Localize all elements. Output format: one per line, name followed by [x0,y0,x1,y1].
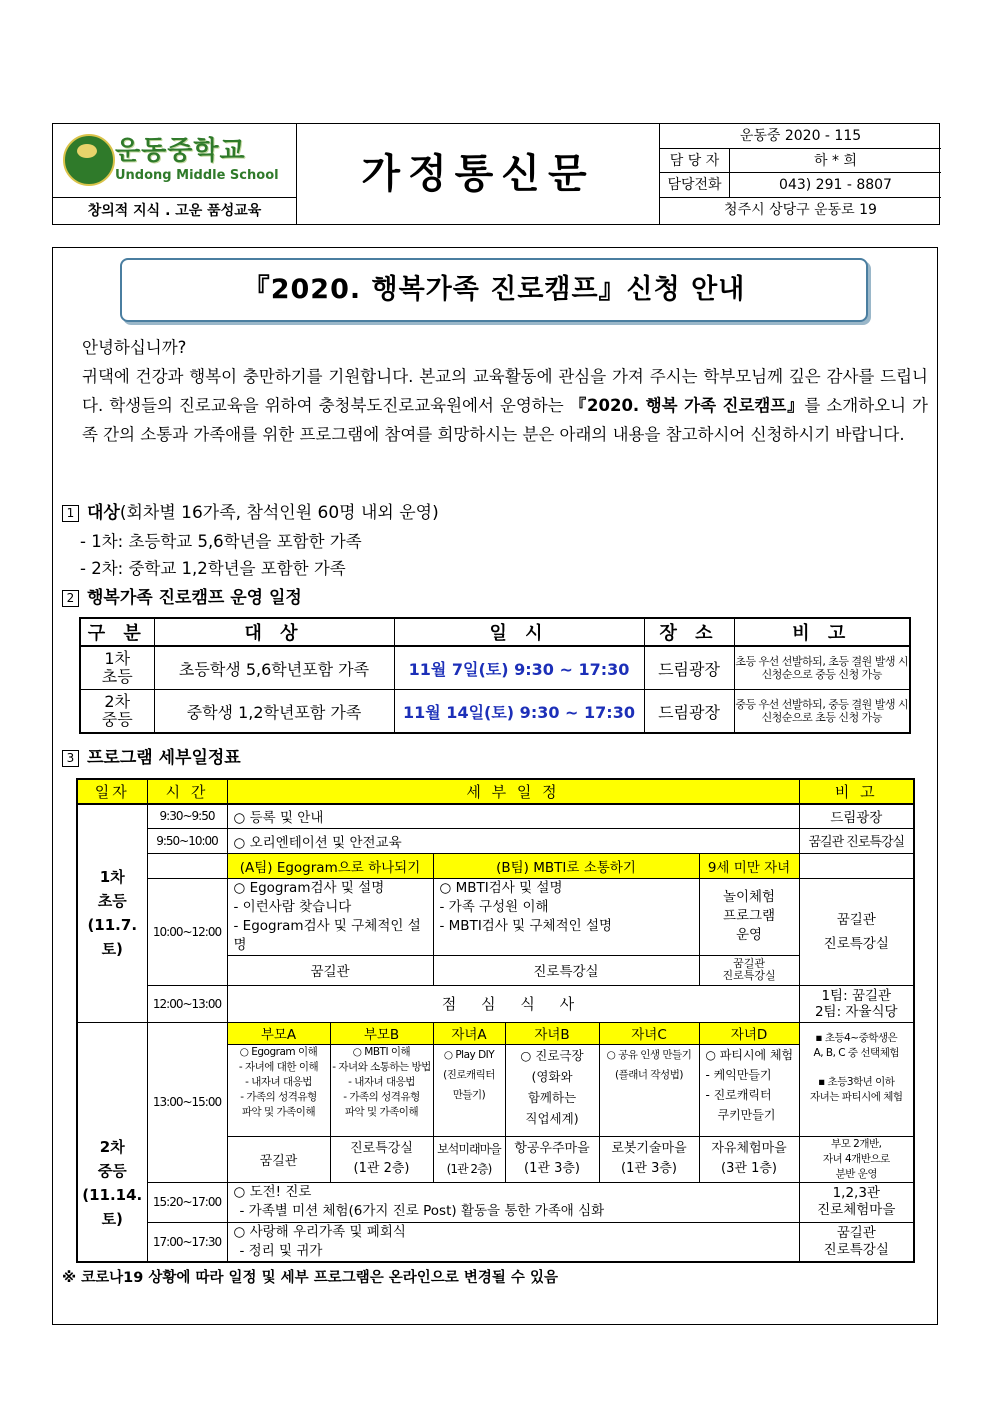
camp-schedule-table [79,617,911,734]
place [330,1136,433,1182]
line: 꿈길관 [733,957,765,970]
col-header: 비 고 [799,779,914,804]
col-header: 대 상 [154,618,394,646]
line: 만들기) [452,1088,486,1101]
team-c-place [699,955,799,985]
note [799,985,914,1022]
day-date: (11.7.토) [87,916,138,959]
line: 자유체험마을 [711,1141,787,1156]
line: (진로캐릭터 [443,1068,495,1081]
school-motto: 창의적 지식 . 고운 품성교육 [53,198,297,225]
col-header: 구 분 [80,618,154,646]
line: 자녀 4개반으로 [822,1152,890,1165]
day-round: 2차 [99,1138,125,1156]
table-row [77,804,914,828]
day-2-cell [77,1022,147,1262]
target: 중학생 1,2학년포함 가족 [154,690,394,734]
group-header: 자녀B [505,1022,599,1044]
day-level: 초등 [97,892,127,911]
line: 직업세계) [525,1110,579,1126]
child-b-content [505,1044,599,1136]
line: - 가족의 성격유형 [343,1090,420,1103]
parent-a-content [227,1044,330,1136]
line: ○ 공유 인생 만들기 [606,1048,692,1061]
table-row [77,1222,914,1262]
content [227,1222,799,1262]
col-header: 비 고 [734,618,910,646]
doc-title: 가정통신문 [361,151,595,197]
line: ○ Egogram검사 및 설명 [233,879,385,896]
level: 중등 [101,710,133,729]
group-header: 부모A [227,1022,330,1044]
col-header: 일자 [77,779,147,804]
line: - Egogram검사 및 구체적인 설명 [233,917,421,953]
line: 운영 [735,927,763,943]
line: ▪ 초등3학년 이하 [818,1075,895,1088]
team-c-content [699,878,799,955]
place: 드림광장 [644,646,734,690]
section-number: 1 [62,505,79,522]
col-header: 세 부 일 정 [227,779,799,804]
line: (영화와 [531,1068,573,1084]
content [227,1182,799,1222]
doc-number: 운동중 2020 - 115 [739,128,862,144]
table-header-row [80,618,910,646]
line: 보석미래마을 [437,1142,501,1156]
line: 항공우주마을 [514,1141,590,1156]
table-row [77,1022,914,1044]
line: ○ 도전! 진로 [233,1184,312,1200]
doc-meta [659,124,941,225]
time: 9:50~10:00 [147,828,227,853]
intro-text-2: 를 소개하오니 가족 간의 소통과 가족애를 위한 프로그램에 참여를 희망하시는 분은 아래의 내용을 참고하시어 신청하시기 바랍니다. [82,396,928,444]
group-header: 자녀D [699,1022,799,1044]
line: 1팀: 꿈길관 [821,987,892,1004]
team-b-place: 진로특강실 [433,955,699,985]
line: ▪ 초등4~중학생은 [815,1031,898,1044]
line: ○ MBTI 이해 [352,1045,411,1058]
team-a-content [227,878,433,955]
section-3-heading [62,743,241,768]
section-1-subtitle: (회차별 16가족, 참석인원 60명 내외 운영) [119,503,439,523]
line: 2팀: 자율식당 [814,1003,898,1020]
line: ○ 사랑해 우리가족 및 폐회식 [233,1223,406,1240]
place: 드림광장 [644,690,734,734]
note [799,878,914,985]
table-row [77,828,914,853]
datetime: 11월 14일(토) 9:30 ~ 17:30 [394,690,644,734]
section-number: 2 [62,590,79,607]
line: 놀이체험 [722,889,776,905]
line: (플래너 작성법) [615,1068,683,1081]
col-header: 일 시 [394,618,644,646]
day-round: 1차 [99,868,125,887]
school-logo [53,124,297,198]
line: 1,2,3관 [832,1185,880,1201]
day-date: (11.14.토) [82,1186,143,1228]
time: 12:00~13:00 [147,985,227,1022]
time: 13:00~15:00 [147,1022,227,1182]
group-header: 자녀C [599,1022,699,1044]
line: 진로특강실 [722,969,776,982]
time: 17:00~17:30 [147,1222,227,1262]
line: 파악 및 가족이해 [241,1105,316,1118]
round: 1차 [104,649,131,668]
section-1-heading [62,498,439,523]
line: 꿈길관 [259,1153,298,1169]
line: (1관 3층) [621,1161,677,1176]
line: 진로특강실 [823,1241,889,1258]
line: 꿈길관 [836,911,876,928]
section-3-title: 프로그램 세부일정표 [87,748,241,768]
team-b-header: (B팀) MBTI로 소통하기 [433,853,699,878]
table-row [77,985,914,1022]
content: ○ 오리엔테이션 및 안전교육 [227,828,799,853]
line: - 가족별 미션 체험(6가지 진로 Post) 활동을 통한 가족애 심화 [239,1203,605,1219]
place [699,1136,799,1182]
line: 부모 2개반, [831,1137,882,1150]
table-row [77,878,914,955]
school-address: 청주시 상당구 운동로 19 [724,201,877,218]
note [799,1136,914,1182]
phone-label: 담당전화 [660,173,730,197]
team-b-content [433,878,699,955]
intro-text-1: 귀댁에 건강과 행복이 충만하기를 기원합니다. 본교의 교육활동에 관심을 가져 주시는 학부모님께 깊은 감사를 드립니다. 학생들의 진로교육을 위하여 충청북도진로교육원에서 운영하는 [82,367,928,415]
line: - 가족의 성격유형 [240,1090,317,1103]
line: - 진로캐릭터 [705,1087,772,1102]
manager-label: 담 당 자 [660,149,730,173]
intro-program-name: 『2020. 행복 가족 진로캠프』 [569,396,805,415]
section-1-title: 대상 [87,503,120,523]
line: - 자녀와 소통하는 방법 [332,1060,431,1073]
school-name-kr: 운동중학교 [115,136,246,166]
team-a-header: (A팀) Egogram으로 하나되기 [227,853,433,878]
line: (1관 2층) [353,1161,410,1176]
note [799,1022,914,1136]
group-header: 부모B [330,1022,433,1044]
parent-b-content [330,1044,433,1136]
time: 15:20~17:00 [147,1182,227,1222]
line: A, B, C 중 선택체험 [813,1046,899,1059]
school-name-en: Undong Middle School [115,168,279,183]
note: 꿈길관 진로특강실 [799,828,914,853]
day-level: 중등 [97,1162,127,1180]
note: 초등 우선 선발하되, 초등 결원 발생 시 신청순으로 중등 신청 가능 [734,646,910,690]
section-number: 3 [62,750,79,767]
line: (1관 3층) [524,1161,580,1176]
line: 로봇기술마을 [611,1141,687,1156]
place [505,1136,599,1182]
table-row [77,853,914,878]
line: ○ Egogram 이해 [239,1045,318,1058]
table-row [77,1182,914,1222]
target-item-2: - 2차: 중학교 1,2학년을 포함한 가족 [80,559,346,578]
line: 진로특강실 [823,935,889,952]
school-emblem-icon [63,134,115,186]
content: ○ 등록 및 안내 [227,804,799,828]
intro-paragraph [82,362,928,449]
team-a-place: 꿈길관 [227,955,433,985]
line: - 내자녀 대응법 [348,1075,415,1088]
child-c-content [599,1044,699,1136]
section-2-heading [62,583,302,608]
child-a-content [433,1044,505,1136]
level: 초등 [101,667,133,686]
lunch: 점 심 식 사 [227,985,799,1022]
notice-title-banner: 『2020. 행복가족 진로캠프』신청 안내 [120,258,868,322]
line: - MBTI검사 및 구체적인 설명 [439,917,613,934]
line: ○ 파티시에 체험 [705,1047,794,1062]
line: - 내자녀 대응법 [245,1075,312,1088]
line: ○ 진로극장 [520,1047,584,1063]
note: 중등 우선 선발하되, 중등 결원 발생 시 신청순으로 초등 신청 가능 [734,690,910,734]
program-detail-table [76,778,915,1263]
note [799,1182,914,1222]
line: - 가족 구성원 이해 [439,898,549,915]
col-header: 시 간 [147,779,227,804]
child-d-content [699,1044,799,1136]
line: 꿈길관 [836,1224,876,1241]
time: 10:00~12:00 [147,878,227,985]
phone-value: 043) 291 - 8807 [779,177,892,193]
round: 2차 [104,692,131,711]
line: 자녀는 파티시에 체험 [810,1090,903,1103]
target-item-1: - 1차: 초등학교 5,6학년을 포함한 가족 [80,532,362,551]
col-header: 장 소 [644,618,734,646]
table-row [80,690,910,734]
time: 9:30~9:50 [147,804,227,828]
line: - 정리 및 귀가 [239,1242,323,1259]
line: (3관 1층) [721,1161,777,1176]
line: 쿠키만들기 [717,1107,776,1122]
greeting: 안녕하십니까? [82,338,187,357]
line: 분반 운영 [835,1167,877,1180]
datetime: 11월 7일(토) 9:30 ~ 17:30 [394,646,644,690]
place [599,1136,699,1182]
table-header-row [77,779,914,804]
line: ○ Play DIY [443,1048,495,1061]
manager-value: 하 * 희 [814,152,857,169]
day-1-cell [77,804,147,1022]
line: - 자녀에 대한 이해 [238,1060,319,1073]
footnote: ※ 코로나19 상황에 따라 일정 및 세부 프로그램은 온라인으로 변경될 수 있음 [62,1270,559,1286]
line: (1관 2층) [446,1162,492,1176]
section-2-title: 행복가족 진로캠프 운영 일정 [87,588,302,608]
line: 진로특강실 [350,1141,413,1156]
note: 드림광장 [799,804,914,828]
line: - 이런사람 찾습니다 [233,898,352,915]
line: 진로체험마을 [817,1202,896,1218]
letter-header [52,123,940,225]
place [227,1136,330,1182]
place [433,1136,505,1182]
note [799,1222,914,1262]
group-header: 자녀A [433,1022,505,1044]
line: ○ MBTI검사 및 설명 [439,879,563,896]
target: 초등학생 5,6학년포함 가족 [154,646,394,690]
table-row [80,646,910,690]
team-c-header: 9세 미만 자녀 [699,853,799,878]
line: 파악 및 가족이해 [344,1105,419,1118]
line: - 케익만들기 [705,1067,772,1082]
line: 함께하는 [527,1089,577,1105]
line: 프로그램 [722,908,776,924]
